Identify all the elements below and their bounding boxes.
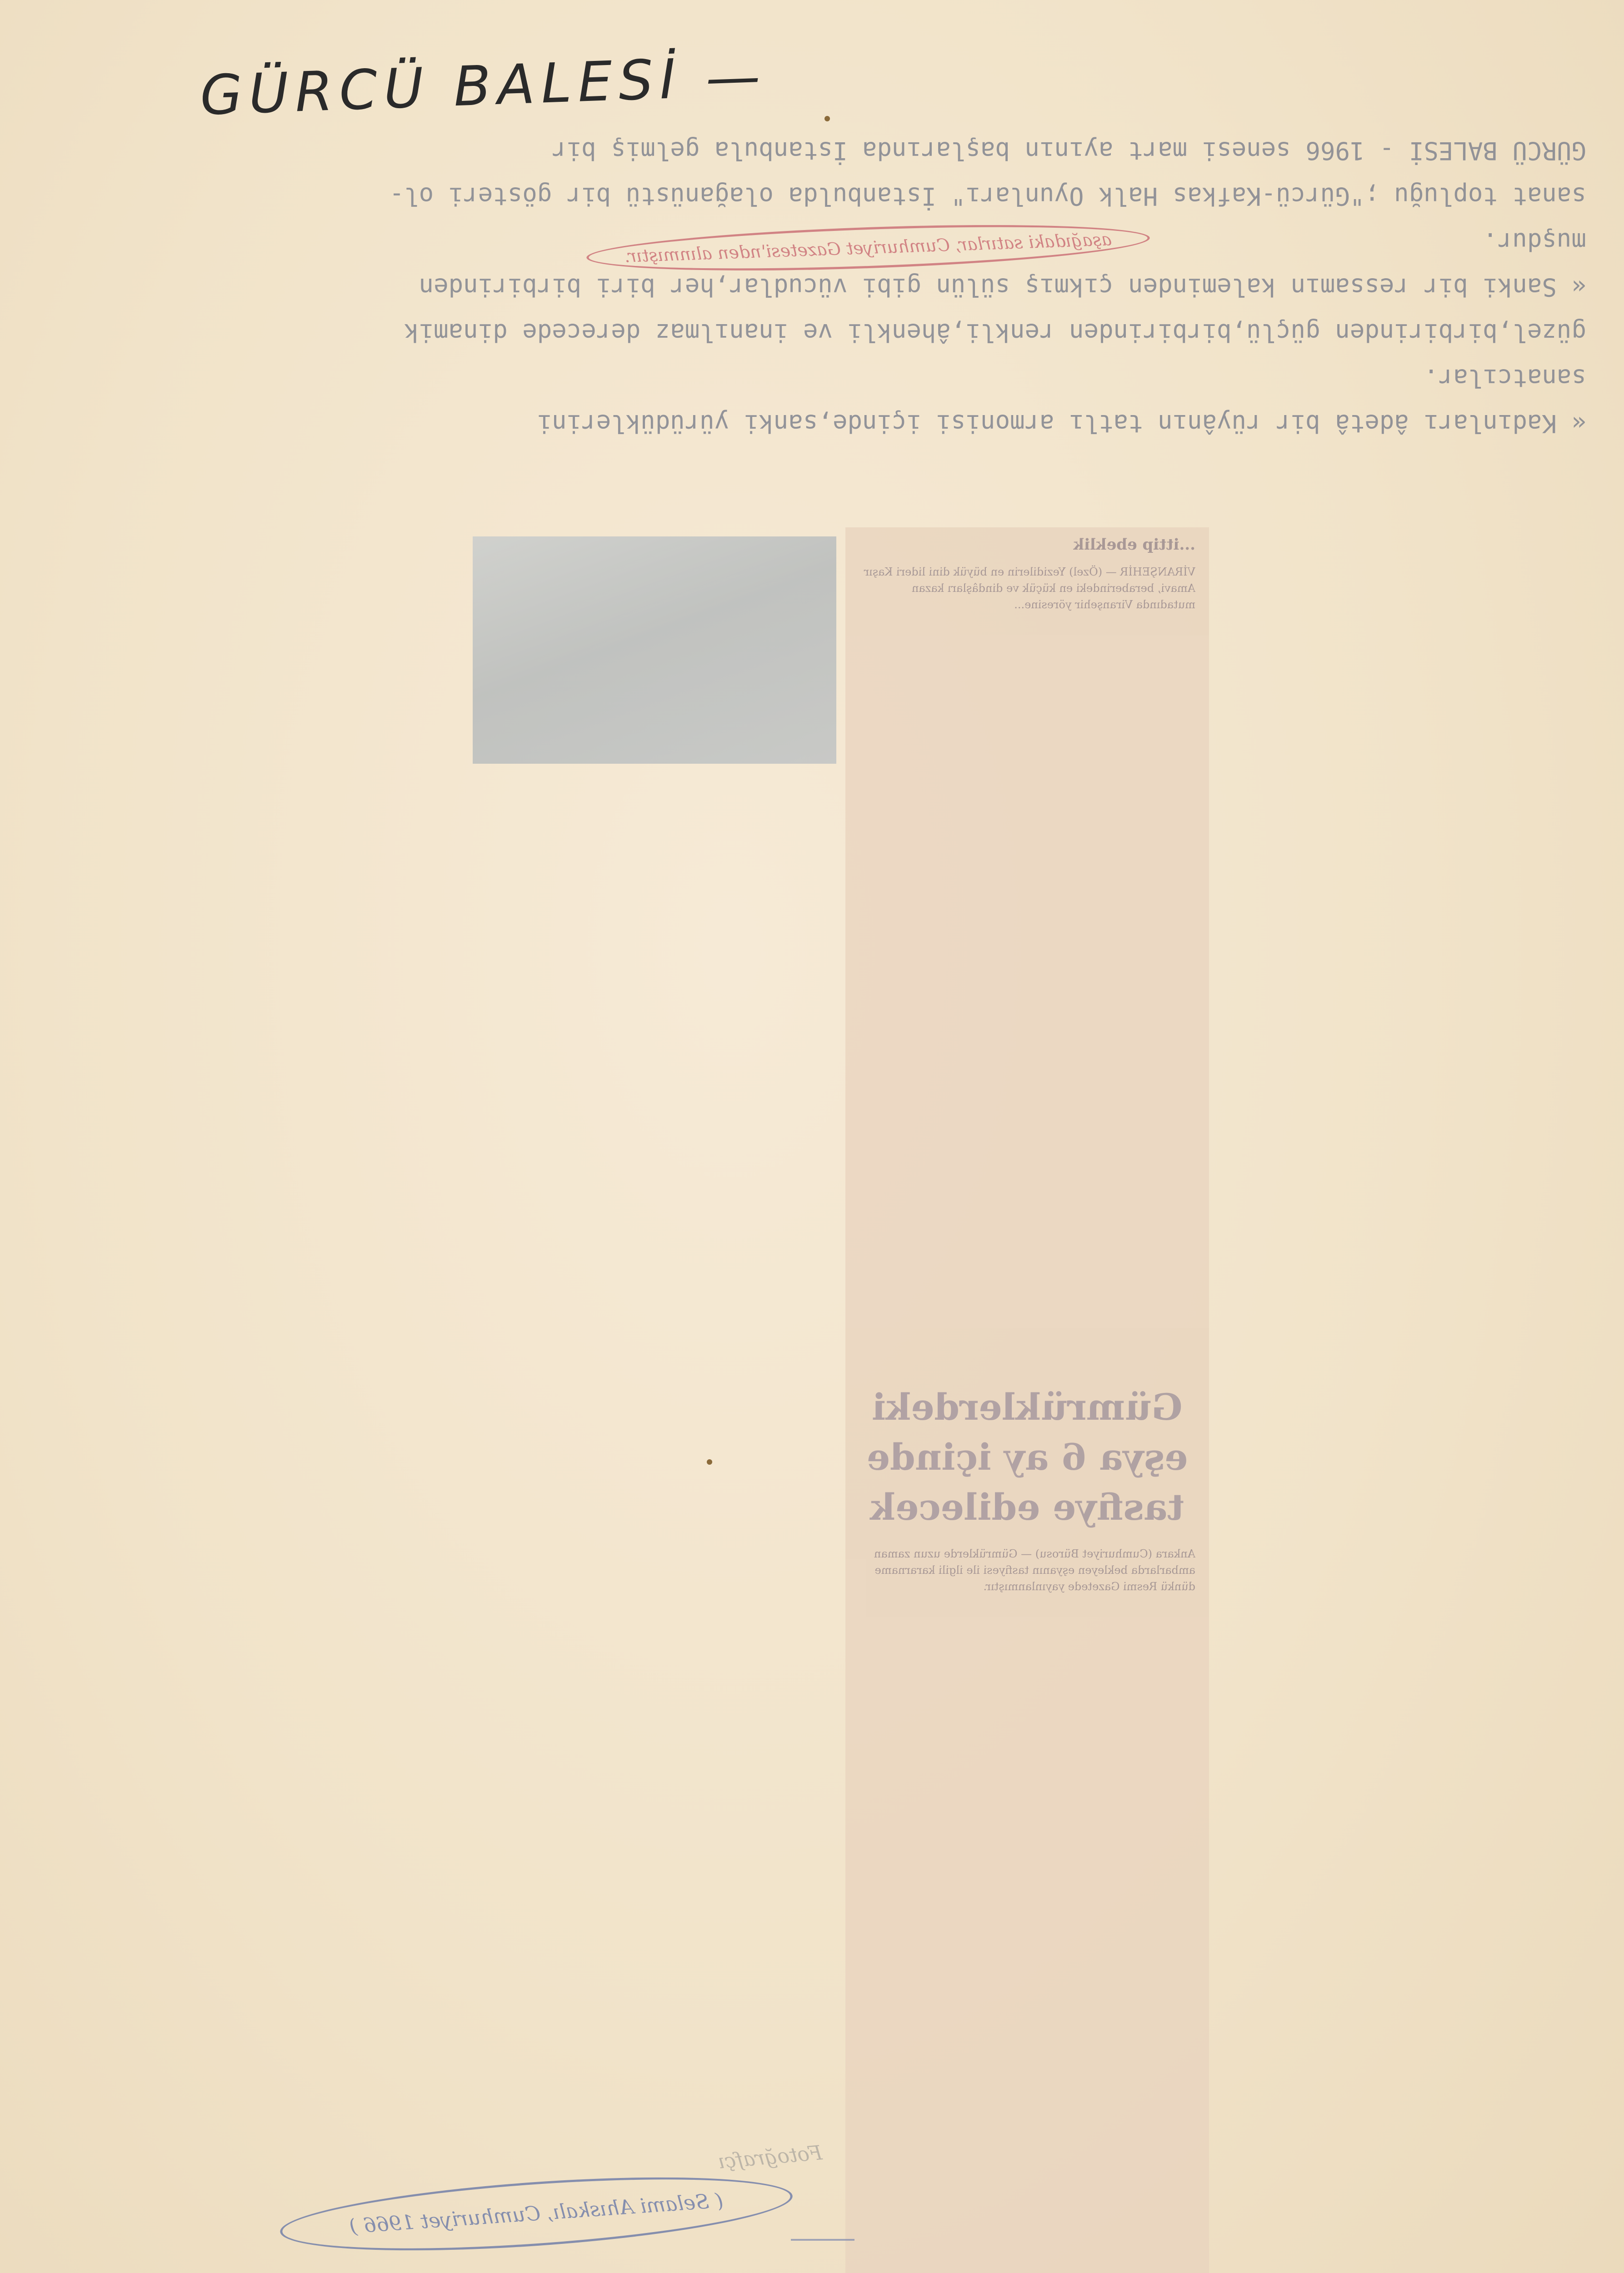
handwritten-title: GÜRCÜ BALESİ — bbox=[199, 45, 768, 128]
arrow-icon bbox=[791, 2239, 854, 2241]
ink-spot bbox=[707, 1459, 712, 1465]
clipping-body: Ankara (Cumhuriyet Bürosu) — Gümrüklerde uzun zaman ambarlarda bekleyen eşyanın tasfiyesi ile ilgili kararname dünkü Resmi Gazetede yayınlanmıştır. bbox=[874, 1547, 1195, 1593]
margin-note: aşağıdaki satırlar, Cumhuriyet Gazetesi'nden alınmıştır. bbox=[586, 217, 1150, 278]
clipping-top-heading: ...ittip ebeklik bbox=[1073, 536, 1195, 553]
typed-line-5: güzel,birbirinden güçlü,birbirinden renkli,âhenkli ve inanılmaz derecede dinamik bbox=[404, 318, 1586, 347]
newspaper-clipping bbox=[845, 527, 1209, 2273]
typed-line-7: « Kadınları âdetâ bir rüyânın tatlı armonisi içinde,sanki yürüdüklerini bbox=[537, 409, 1586, 438]
typed-line-4: « Sanki bir ressamın kaleminden çıkmış sülün gibi vücudlar,her biri birbirinden bbox=[419, 273, 1586, 301]
clipping-photo bbox=[473, 536, 836, 764]
typed-line-6: sanatcılar. bbox=[1424, 364, 1586, 392]
ink-spot bbox=[824, 116, 830, 121]
typed-line-2: sanat topluğu ;"Gürcü-Kafkas Halk Oyunları" İstanbulda olağanüstü bir gösteri ol- bbox=[389, 182, 1586, 210]
photographer-stamp: Fotoğrafçı bbox=[717, 2141, 824, 2173]
clipping-headline: Gümrüklerdeki eşya 6 ay içinde tasfiye edilecek bbox=[866, 1386, 1188, 1528]
typed-line-3: muşdur. bbox=[1483, 227, 1586, 256]
typed-line-1: GÜRCÜ BALESİ - 1966 senesi mart ayının başlarında İstanbula gelmiş bir bbox=[552, 136, 1586, 165]
clipping-paragraph: VİRANŞEHİR — (Özel) Yezidilerin en büyük dini lideri Kaşır Amavi, beraberindeki en küçük ve dindâşları kazan mutadında Viranşehir yöresine... bbox=[864, 566, 1195, 611]
source-note: ( Selami Ahıskalı, Cumhuriyet 1966 ) bbox=[278, 2164, 795, 2263]
